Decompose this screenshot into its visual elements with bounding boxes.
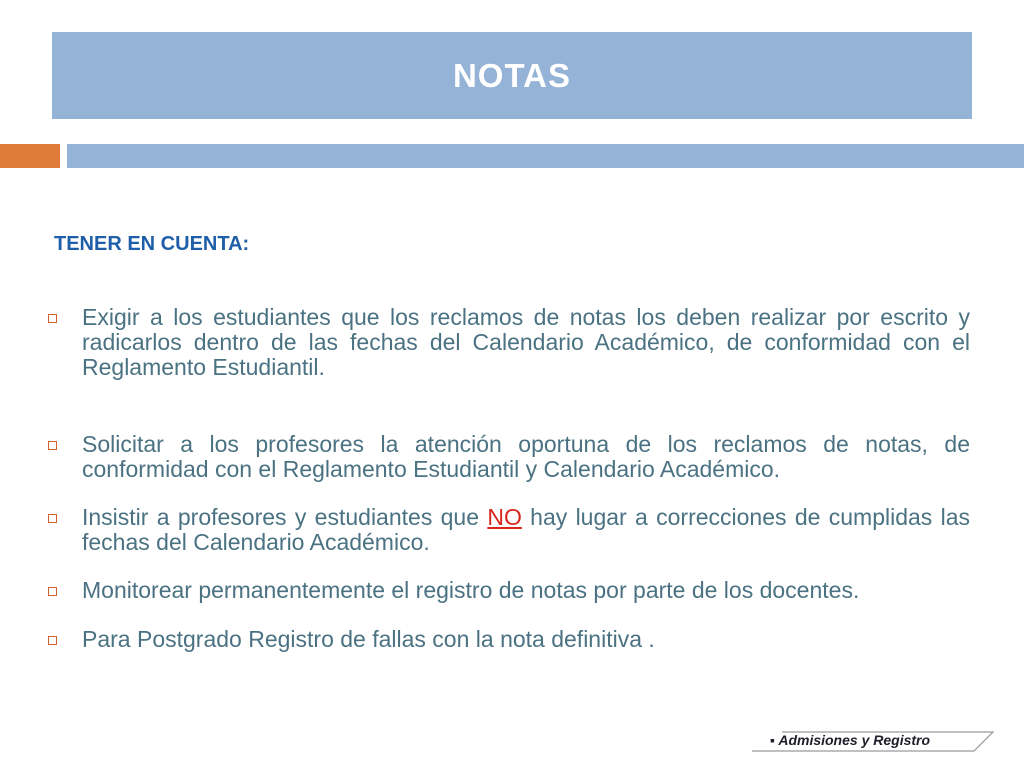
highlight-no: NO [487, 504, 522, 530]
bullet-text: Para Postgrado Registro de fallas con la nota definitiva . [82, 626, 655, 652]
bullet-item [46, 432, 970, 482]
bullet-text: Monitorear permanentemente el registro de notas por parte de los docentes. [82, 577, 860, 603]
bullet-item [46, 505, 970, 555]
subheading: TENER EN CUENTA: [54, 233, 250, 255]
square-bullet-icon [48, 514, 57, 523]
title-banner [52, 32, 972, 119]
square-bullet-icon [48, 636, 57, 645]
footer-logo-text: ▪ Admisiones y Registro [770, 732, 931, 748]
accent-bar-blue [67, 144, 1024, 168]
accent-bar-orange [0, 144, 60, 168]
bullet-text-before: Insistir a profesores y estudiantes que [82, 504, 488, 530]
bullet-text: Exigir a los estudiantes que los reclamos de notas los deben realizar por escrito y radicarlos dentro de las fechas del Calendario Académico, de conformidad con el Reglamento Estudiantil. [82, 304, 970, 380]
bullet-text: Solicitar a los profesores la atención oportuna de los reclamos de notas, de conformidad con el Reglamento Estudiantil y Calendario Académico. [82, 431, 970, 482]
square-bullet-icon [48, 441, 57, 450]
bullet-item [46, 627, 970, 652]
square-bullet-icon [48, 587, 57, 596]
bullet-list [46, 305, 970, 652]
slide-title: NOTAS [452, 56, 572, 94]
square-bullet-icon [48, 314, 57, 323]
bullet-item [46, 578, 970, 603]
bullet-item [46, 305, 970, 380]
bullet-text-after: hay lugar a correcciones de cumplidas las fechas del Calendario Académico. [82, 504, 971, 555]
